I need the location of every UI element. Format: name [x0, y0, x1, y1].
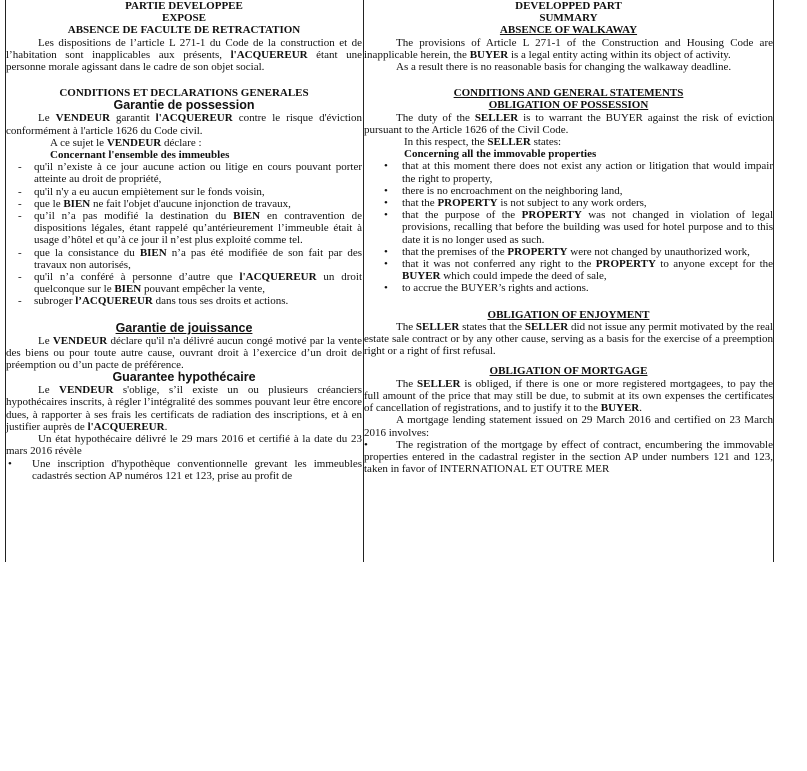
fr-heading-retractation: ABSENCE DE FACULTE DE RETRACTATION — [67, 24, 301, 37]
en-conditions-title: CONDITIONS AND GENERAL STATEMENTS — [453, 87, 684, 100]
list-item: - que le BIEN ne fait l'objet d'aucune injonction de travaux, — [18, 197, 291, 210]
en-enjoyment-paragraph: The SELLER states that the SELLER did not issue any permit motivated by the real estate sale contract or by any other cause, serving as a basis for the exercise of a preemption right or a right of first refusal. — [364, 320, 773, 358]
list-item: • there is no encroachment on the neighboring land, — [384, 184, 623, 197]
en-possession-paragraph: The duty of the SELLER is to warrant the BUYER against the risk of eviction pursuant to the Article 1626 of the Civil Code. — [364, 111, 773, 136]
list-item: • to accrue the BUYER’s rights and actions. — [384, 282, 589, 295]
fr-possession-paragraph: Le VENDEUR garantit l'ACQUEREUR contre le risque d'éviction conformément à l'article 1626 du Code civil. — [6, 112, 362, 137]
list-item: - qu'il n’existe à ce jour aucune action ou litige en cours pouvant porter atteinte au droit de propriété, — [18, 161, 362, 186]
fr-jouissance-title: Garantie de jouissance — [115, 320, 253, 335]
en-walkaway-paragraph: The provisions of Article L 271-1 of the Construction and Housing Code are inapplicable herein, the BUYER is a legal entity acting within its object of activity. — [364, 36, 773, 61]
list-item: • that it was not conferred any right to the PROPERTY to anyone except for the BUYER which could impede the deed of sale, — [384, 258, 773, 283]
list-item: • that the purpose of the PROPERTY was not changed in violation of legal provisions, recalling that before the building was used for hotel purpose and to this date it is no longer used as such. — [384, 209, 773, 246]
fr-etat-hypothecaire: Un état hypothécaire délivré le 29 mars 2016 et certifié à la date du 23 mars 2016 révèle — [6, 433, 362, 458]
fr-retractation-paragraph: Les dispositions de l’article L 271-1 du Code de la construction et de l’habitation sont inapplicables aux présents, l'ACQUEREUR étant une personne morale agissant dans le cadre de son objet social. — [6, 36, 362, 74]
en-heading-part: DEVELOPPED PART — [515, 0, 622, 12]
fr-heading-expose: EXPOSE — [161, 12, 206, 25]
list-item: • that at this moment there does not exist any action or litigation that would impair the right to property, — [384, 160, 773, 185]
en-possession-states: In this respect, the SELLER states: — [404, 136, 562, 149]
list-item: - que la consistance du BIEN n’a pas été modifiée de son fait par des travaux non autorisés, — [18, 246, 362, 271]
list-item: - qu'il n’a conféré à personne d’autre que l'ACQUEREUR un droit quelconque sur le BIEN pouvant empêcher la vente, — [18, 271, 362, 296]
list-item: • Une inscription d'hypothèque conventionnelle grevant les immeubles cadastrés section AP numéros 121 et 123, prise au profit de — [8, 457, 362, 482]
fr-heading-partie: PARTIE DEVELOPPEE — [125, 0, 243, 12]
en-possession-title: OBLIGATION OF POSSESSION — [488, 99, 649, 112]
fr-hypotheque-title: Guarantee hypothécaire — [112, 370, 256, 385]
fr-conditions-title: CONDITIONS ET DECLARATIONS GENERALES — [59, 87, 309, 100]
fr-possession-subheading: Concernant l'ensemble des immeubles — [50, 149, 230, 162]
fr-possession-declare: A ce sujet le VENDEUR déclare : — [50, 136, 202, 149]
list-item: - subroger l’ACQUEREUR dans tous ses droits et actions. — [18, 295, 289, 308]
french-column — [6, 0, 362, 562]
list-item: • that the PROPERTY is not subject to any work orders, — [384, 197, 647, 210]
en-heading-walkaway: ABSENCE OF WALKAWAY — [499, 24, 638, 37]
en-enjoyment-title: OBLIGATION OF ENJOYMENT — [487, 308, 650, 321]
fr-hypotheque-paragraph: Le VENDEUR s'oblige, s’il existe un ou plusieurs créanciers hypothécaires inscrits, à régler l’intégralité des sommes pouvant leur être encore dues, à rapporter à ses frais les certificats de radiation des inscriptions, et à en justifier auprès de l'ACQUEREUR. — [6, 384, 362, 433]
en-statement-list — [364, 160, 773, 294]
en-possession-subheading: Concerning all the immovable properties — [404, 148, 597, 161]
list-item: - qu'il n'y a eu aucun empiètement sur le fonds voisin, — [18, 185, 265, 198]
en-mortgage-statement: A mortgage lending statement issued on 29 March 2016 and certified on 23 March 2016 involves: — [364, 414, 773, 439]
list-item: • The registration of the mortgage by effect of contract, encumbering the immovable properties entered in the cadastral register in the section AP under numbers 121 and 123, taken in favor of INTERNATIONAL ET OUTRE MER — [364, 438, 773, 476]
english-column — [364, 0, 773, 562]
list-item: • that the premises of the PROPERTY were not changed by unauthorized work, — [384, 245, 750, 258]
fr-declaration-list — [6, 161, 362, 307]
en-walkaway-result: As a result there is no reasonable basis for changing the walkaway deadline. — [396, 61, 732, 74]
en-mortgage-paragraph: The SELLER is obliged, if there is one or more registered mortgagees, to pay the full amount of the price that may still be due, to submit at its own expenses the certificates of cancellation of registrations, and to justify it to the BUYER. — [364, 377, 773, 415]
fr-jouissance-paragraph: Le VENDEUR déclare qu'il n'a délivré aucun congé motivé par la vente des biens ou pour toute autre cause, ouvrant droit à l’exercice d’un droit de préemption ou d’un pacte de préférence. — [6, 334, 362, 372]
fr-possession-title: Garantie de possession — [113, 98, 255, 113]
list-item: - qu’il n’a pas modifié la destination du BIEN en contravention de dispositions légales, étant rappelé qu’antérieurement l’immeuble était à usage d’hôtel et qu’à ce jour il n’est plus exploité comme tel. — [18, 210, 362, 247]
right-border-rule — [773, 0, 774, 562]
en-registration-list — [364, 439, 773, 476]
fr-inscription-list — [6, 458, 362, 482]
en-mortgage-title: OBLIGATION OF MORTGAGE — [489, 365, 648, 378]
en-heading-summary: SUMMARY — [539, 12, 598, 25]
